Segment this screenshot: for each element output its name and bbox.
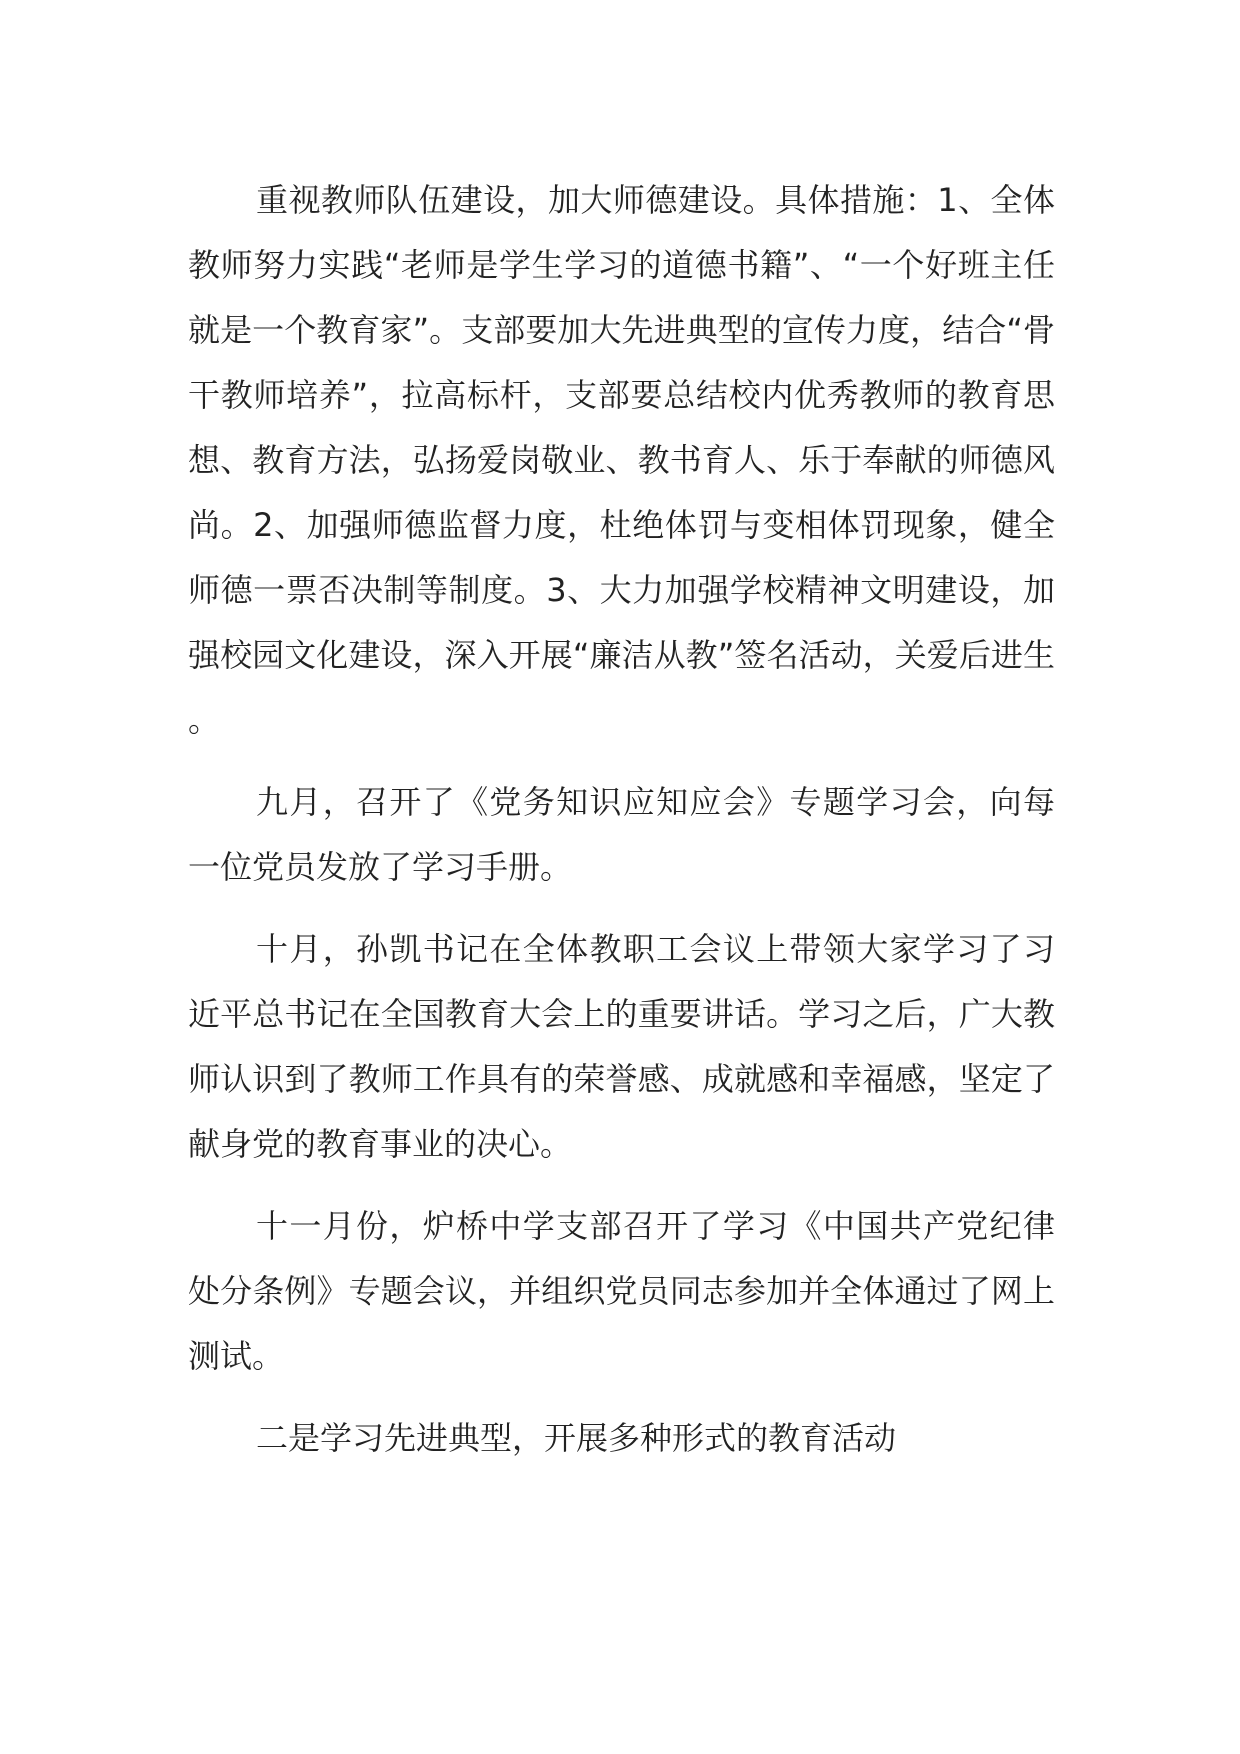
paragraph-november: 十一月份，炉桥中学支部召开了学习《中国共产党纪律处分条例》专题会议，并组织党员同志参加并全体通过了网上测试。 bbox=[188, 1207, 1055, 1375]
document-body bbox=[188, 168, 1055, 1488]
paragraph-october: 十月，孙凯书记在全体教职工会议上带领大家学习了习近平总书记在全国教育大会上的重要讲话。学习之后，广大教师认识到了教师工作具有的荣誉感、成就感和幸福感，坚定了献身党的教育事业的决心。 bbox=[188, 930, 1055, 1163]
paragraph-september: 九月，召开了《党务知识应知应会》专题学习会，向每一位党员发放了学习手册。 bbox=[188, 783, 1055, 886]
paragraph-teacher-ethics: 重视教师队伍建设，加大师德建设。具体措施：1、全体教师努力实践“老师是学生学习的道德书籍”、“一个好班主任就是一个教育家”。支部要加大先进典型的宣传力度，结合“骨干教师培养”，拉高标杆，支部要总结校内优秀教师的教育思想、教育方法，弘扬爱岗敬业、教书育人、乐于奉献的师德风尚。2、加强师德监督力度，杜绝体罚与变相体罚现象，健全师德一票否决制等制度。3、大力加强学校精神文明建设，加强校园文化建设，深入开展“廉洁从教”签名活动，关爱后进生。 bbox=[188, 181, 1055, 739]
paragraph-section-heading: 二是学习先进典型，开展多种形式的教育活动 bbox=[256, 1419, 897, 1457]
